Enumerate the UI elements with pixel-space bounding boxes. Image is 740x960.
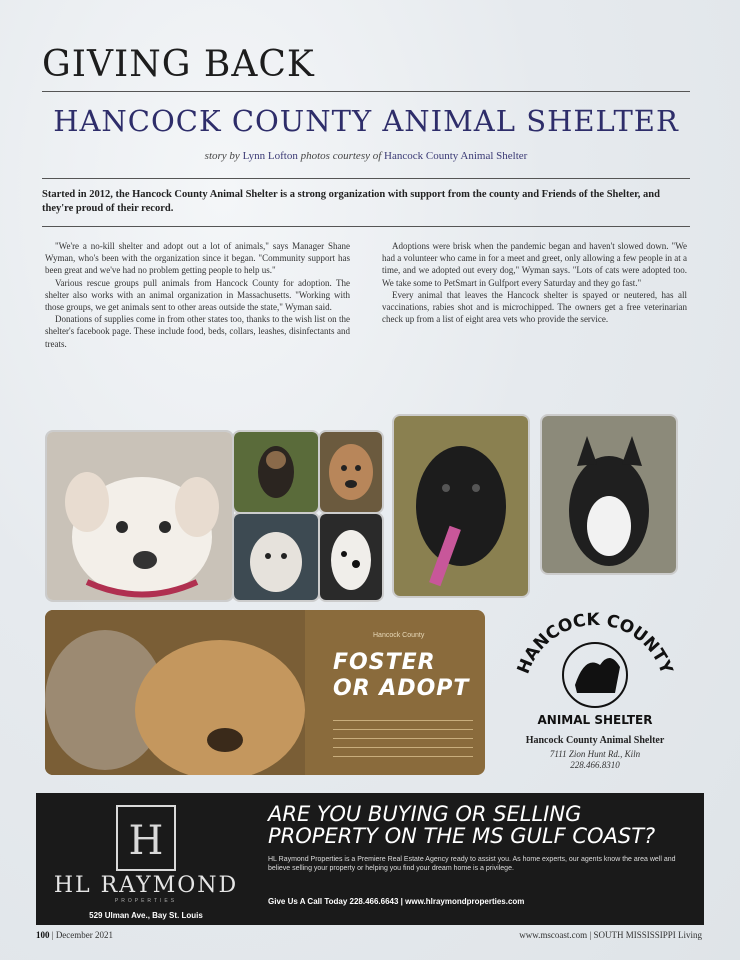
ad-headline-line: PROPERTY ON THE MS GULF COAST?	[268, 824, 656, 848]
footer-left: 100 | December 2021	[36, 930, 114, 940]
puppy-photo	[45, 430, 234, 602]
body-paragraph: Donations of supplies come in from other states too, thanks to the wish list on the shelter's facebook page. These include food, beds, collars, leashes, disinfectants and treats.	[45, 314, 350, 349]
foster-adopt-card	[45, 610, 485, 775]
shelter-name: Hancock County Animal Shelter	[525, 735, 665, 746]
shelter-contact	[505, 749, 685, 771]
byline-author: Lynn Lofton	[242, 150, 298, 162]
ad-headline-line: ARE YOU BUYING OR SELLING	[268, 802, 582, 826]
cat-photo	[540, 414, 678, 575]
shelter-logo	[505, 585, 685, 775]
page-number: 100	[36, 930, 50, 940]
byline	[42, 150, 690, 162]
logo-arc-text: HANCOCK COUNTY	[513, 609, 677, 677]
body-paragraph: Every animal that leaves the Hancock shelter is spayed or neutered, has all vaccinations, rabies shot and is microchipped. The owners get a free veterinarian check up from a list of eight area vets who provide the service.	[382, 289, 687, 325]
dog-photo	[232, 430, 320, 514]
divider	[42, 178, 690, 179]
divider	[42, 91, 690, 92]
brand-monogram	[116, 805, 176, 871]
body-column-right	[382, 240, 687, 325]
issue-date: December 2021	[55, 930, 114, 940]
footer-magazine: SOUTH MISSISSIPPI Living	[593, 930, 702, 940]
foster-form-lines	[333, 720, 473, 765]
dog-photo	[318, 512, 384, 602]
body-column-left	[45, 240, 350, 350]
byline-middle: photos courtesy of	[300, 150, 382, 162]
shelter-phone: 228.466.8310	[570, 760, 620, 770]
ad-brand-sub: PROPERTIES	[114, 898, 178, 904]
ad-address: 529 Ulman Ave., Bay St. Louis	[89, 911, 203, 920]
black-dog-photo	[392, 414, 530, 598]
intro-paragraph: Started in 2012, the Hancock County Animal Shelter is a strong organization with support from the county and Friends of the Shelter, and they're proud of their record.	[42, 189, 660, 214]
cat-and-dog-photo	[45, 610, 305, 775]
footer-right: www.mscoast.com | SOUTH MISSISSIPPI Living	[519, 930, 702, 940]
monogram-letter: H	[128, 818, 164, 864]
ad-cta[interactable]: Give Us A Call Today 228.466.6643 | www.hlraymondproperties.com	[268, 897, 525, 906]
shelter-address: 7111 Zion Hunt Rd., Kiln	[549, 749, 641, 759]
foster-small-label: Hancock County	[373, 632, 425, 639]
byline-credit: Hancock County Animal Shelter	[384, 150, 528, 162]
ad-headline	[268, 803, 688, 847]
foster-title: FOSTER OR ADOPT	[333, 650, 470, 701]
body-paragraph: Adoptions were brisk when the pandemic began and haven't slowed down. "We had a volunteer who came in for a meet and greet, only allowing a few people in at a time, and we adopted out every dog," Wyman says. "Lots of cats were adopted too. We take some to PetSmart in Gulfport every Saturday and they go fast."	[382, 241, 687, 288]
body-paragraph: "We're a no-kill shelter and adopt out a lot of animals," says Manager Shane Wyman, who's been with the organization since it began. "Community support has been great and we've had no problem getting people to help us."	[45, 241, 350, 276]
article-headline: HANCOCK COUNTY ANIMAL SHELTER	[53, 104, 679, 138]
dog-photo	[232, 512, 320, 602]
footer-site: www.mscoast.com	[519, 930, 588, 940]
ad-brand: HL RAYMOND	[53, 873, 239, 898]
byline-prefix: story by	[204, 150, 240, 162]
divider	[42, 226, 690, 227]
real-estate-ad	[36, 793, 704, 925]
logo-label: ANIMAL SHELTER	[537, 713, 653, 727]
body-paragraph: Various rescue groups pull animals from Hancock County for adoption. The shelter also works with an animal organization in Massachusetts. "Working with those groups, we get animals sent to other areas outside the state," Wyman said.	[45, 277, 350, 313]
section-label: GIVING BACK	[42, 44, 315, 85]
dog-photo	[318, 430, 384, 514]
ad-body: HL Raymond Properties is a Premiere Real Estate Agency ready to assist you. As home experts, our agents know the area well and believe selling your property or helping you find your dream home is a privilege.	[268, 856, 676, 872]
